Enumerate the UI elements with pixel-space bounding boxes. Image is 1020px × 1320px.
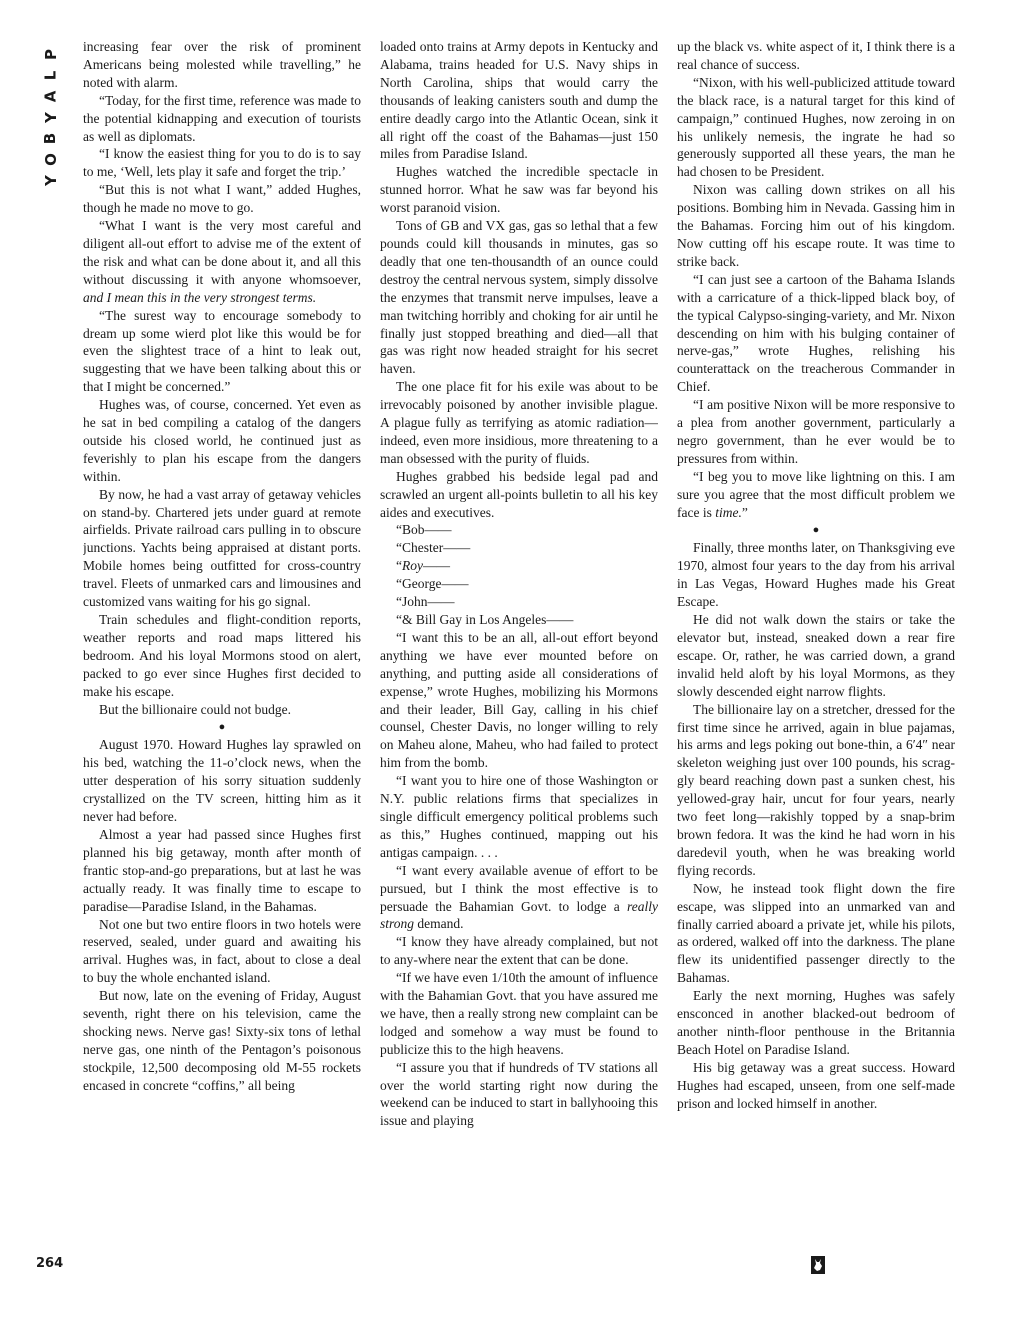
masthead-letter: L [41, 70, 60, 81]
paragraph: “But this is not what I want,” added Hughes, though he made no move to go. [83, 182, 361, 216]
paragraph: By now, he had a vast array of getaway vehicles on stand-by. Chartered jets under guard at remote airfields. Private railroad cars pulling in to obscure junctions. Yachts being appraised at distant ports. Mobile homes being outfitted for cross-country travel. Fleets of unmarked cars and limousines and customized vans waiting for his go signal. [83, 486, 361, 610]
paragraph: Tons of GB and VX gas, gas so lethal that a few pounds could kill thousands in minutes, gas so deadly that one ten-thousandth of an ounce could destroy the central nervous system, simply dissolve the enzymes that transmit nerve impulses, leave a man twitching horribly and choking for air until he finally just stopped breathing and died—all that gas was right now headed straight for his secret haven. [380, 218, 658, 377]
masthead-letter: O [41, 153, 60, 166]
memo-salutation: “Chester—— [396, 540, 471, 556]
section-break-bullet-icon: ● [218, 721, 226, 734]
article-column-3 [677, 38, 955, 1278]
memo-salutation: “Roy—— [396, 558, 450, 574]
paragraph: “Nixon, with his well-publicized attitude toward the black race, is a natural target for this kind of campaign,” continued Hughes, now zeroing in on his unlikely nemesis, the ingrate he had so generously supported all these years, the man he had chosen to be President. [677, 74, 955, 180]
paragraph: Almost a year had passed since Hughes first planned his big getaway, month after month of frantic stop-and-go preparations, but at last he was actually ready. It was finally time to escape to paradise—Paradise Island, in the Bahamas. [83, 826, 361, 914]
rabbit-head-end-mark-icon [811, 1256, 825, 1274]
masthead-letter: P [41, 49, 60, 60]
paragraph: The one place fit for his exile was about to be irrevocably poisoned by another invisible plague. A plague fully as terrifying as atomic radiation—indeed, even more insidious, more threatening to a man obsessed with the purity of fluids. [380, 379, 658, 466]
paragraph: Hughes was, of course, concerned. Yet even as he sat in bed compiling a catalog of the dangers outside his closed world, he continued just as feverishly to plan his escape from the dangers within. [83, 397, 361, 484]
article-column-2 [380, 38, 658, 1278]
emphasis-text: time. [715, 504, 742, 520]
section-break-bullet-icon: ● [812, 524, 820, 537]
paragraph: The billionaire lay on a stretcher, dressed for the first time since he arrived, again in blue pajamas, his arms and legs poking out bone-thin, a 6′4″ near skeleton weighing just over 100 pounds, his scraggly beard reaching down past a sunken chest, his yellowed-gray hair, uncut for four years, nearly two feet long—rakishly topped by a snap-brim brown fedora. It was the kind he had worn in his daredevil youth, when he was breaking world flying records. [677, 701, 955, 878]
masthead-letter: Y [41, 175, 60, 186]
paragraph: “I know they have already complained, but not to any-where near the extent that can be done. [380, 934, 658, 968]
paragraph: August 1970. Howard Hughes lay sprawled on his bed, watching the 11-o’clock news, when the utter desperation of his sorry situation suddenly crystallized on the TV screen, hitting him as it never had before. [83, 737, 361, 825]
paragraph: up the black vs. white aspect of it, I think there is a real chance of success. [677, 39, 955, 72]
paragraph: Hughes grabbed his bedside legal pad and scrawled an urgent all-points bulletin to all his key aides and executives. [380, 468, 658, 520]
paragraph: “Today, for the first time, reference was made to the potential kidnapping and execution of tourists as well as diplomats. [83, 92, 361, 144]
page-number: 264 [36, 1256, 64, 1271]
paragraph-text: “I want every available avenue of effort to be pursued, but I think the most effective is to persuade the Bahamian Govt. to lodge a [380, 862, 658, 914]
paragraph: Nixon was calling down strikes on all his positions. Bombing him in Nevada. Gassing him in the Bahamas. Forcing him out of his kingdom. Now cutting off his escape route. It was time to strike back. [677, 182, 955, 269]
paragraph: Early the next morning, Hughes was safely ensconced in another blacked-out bedroom of another ninth-floor penthouse in the Britannia Beach Hotel on Paradise Island. [677, 988, 955, 1057]
paragraph: Finally, three months later, on Thanksgiving eve 1970, almost four years to the day from his arrival in Las Vegas, Howard Hughes made his Great Escape. [677, 540, 955, 610]
memo-salutation: “& Bill Gay in Los Angeles—— [396, 612, 574, 627]
masthead-letter: B [41, 132, 60, 145]
paragraph-text: “I beg you to move like lightning on this. I am sure you agree that the most difficult problem we face is [677, 468, 955, 520]
paragraph: He did not walk down the stairs or take the elevator but, instead, sneaked down a rear fire escape. Or, rather, he was carried down, a grand invalid held aloft by his loyal Mormons, as they slowly descended eight narrow flights. [677, 612, 955, 699]
paragraph: “The surest way to encourage somebody to dream up some wierd plot like this would be for even the slightest trace of a hint to leak out, suggesting that we have been talking about this or that I might be concerned.” [83, 307, 361, 395]
emphasis-text: Roy [402, 558, 423, 574]
paragraph: “I want every available avenue of effort to be pursued, but I think the most effective is to persuade the Bahamian Govt. to lodge a really strong demand. [380, 862, 658, 932]
magazine-masthead [40, 44, 62, 191]
paragraph: His big getaway was a great success. Howard Hughes had escaped, unseen, from one self-made prison and locked himself in another. [677, 1059, 955, 1111]
masthead-letter: A [41, 90, 60, 103]
memo-salutation: “Bob—— [396, 522, 452, 538]
paragraph: loaded onto trains at Army depots in Kentucky and Alabama, trains headed for U.S. Navy ships in North Carolina, ships that would carry the thousands of leaking canisters south and dump the entire deadly cargo into the Atlantic Ocean, sink it all right off the coast of the Bahamas—just 150 miles from Paradise Island. [380, 39, 658, 162]
paragraph: “I assure you that if hundreds of TV stations all over the world starting right now during the weekend can be induced to start in ballyhooing this issue and playing [380, 1059, 658, 1129]
paragraph: “I know the easiest thing for you to do is to say to me, ‘Well, lets play it safe and forget the trip.’ [83, 146, 361, 180]
article-column-1 [83, 38, 361, 1278]
masthead-letter: Y [41, 112, 60, 123]
paragraph: “I beg you to move like lightning on this. I am sure you agree that the most difficult problem we face is time.” [677, 468, 955, 520]
memo-salutation: “George—— [396, 576, 469, 592]
paragraph: Now, he instead took flight down the fire escape, was slipped into an unmarked van and finally carried aboard a private jet, while his pilots, as ordered, walked off into the darkness. The plane flew its unidentified passenger directly to the Bahamas. [677, 880, 955, 986]
paragraph: “I am positive Nixon will be more responsive to a plea from another government, particularly a negro government, than he ever would be to pressures from within. [677, 397, 955, 466]
paragraph: increasing fear over the risk of prominent Americans being molested while travelling,” he noted with alarm. [83, 39, 361, 90]
paragraph: But now, late on the evening of Friday, August seventh, right there on his television, came the shocking news. Nerve gas! Sixty-six tons of lethal nerve gas, one ninth of the Pentagon’s poisonous stockpile, 12,500 decomposing old M-55 rockets encased in concrete “coffins,” all being [83, 988, 361, 1093]
paragraph: “I want this to be an all, all-out effort beyond anything we have ever mounted before on anything, and putting aside all considerations of expense,” wrote Hughes, mobilizing his Mormons and their leader, Bill Gay, calling in his chief counsel, Chester Davis, no longer willing to rely on Maheu alone, Maheu, who had failed to protect him from the bomb. [380, 629, 658, 771]
paragraph: Hughes watched the incredible spectacle in stunned horror. What he saw was far beyond his worst paranoid vision. [380, 164, 658, 216]
memo-salutation: “John—— [396, 594, 455, 610]
paragraph: “I can just see a cartoon of the Bahama Islands with a carricature of a thick-lipped black boy, of the typical Calypso-singing-variety, and Mr. Nixon descending on him with his bulging container of nerve-gas,” wrote Hughes, relishing his counterattack on the treacherous Commander in Chief. [677, 271, 955, 395]
paragraph: “I want you to hire one of those Washington or N.Y. public relations firms that specializes in single difficult emergency political problems such as this,” Hughes continued, mapping out his antigas campaign. . . . [380, 773, 658, 860]
emphasis-text: and I mean this in the very strongest terms. [83, 289, 317, 305]
paragraph: Train schedules and flight-condition reports, weather reports and road maps littered his bedroom. And his loyal Mormons stood on alert, packed to go ever since Hughes first decided to make his escape. [83, 612, 361, 699]
paragraph [83, 217, 361, 307]
paragraph-text: “What I want is the very most careful and diligent all-out effort to advise me of the extent of the risk and what can be done about it, and all this without discussing it with anyone whomsoever, [83, 218, 361, 287]
paragraph: Not one but two entire floors in two hotels were reserved, sealed, under guard and awaiting his arrival. Hughes was, in fact, about to close a deal to buy the whole enchanted island. [83, 916, 361, 986]
paragraph: But the billionaire could not budge. [99, 701, 291, 717]
paragraph: “If we have even 1/10th the amount of influence with the Bahamian Govt. that you have assured me we have, then a really strong new complaint can be lodged and somehow a way must be found to publicize this to the high heavens. [380, 970, 658, 1057]
emphasis-text: really strong [380, 898, 658, 932]
